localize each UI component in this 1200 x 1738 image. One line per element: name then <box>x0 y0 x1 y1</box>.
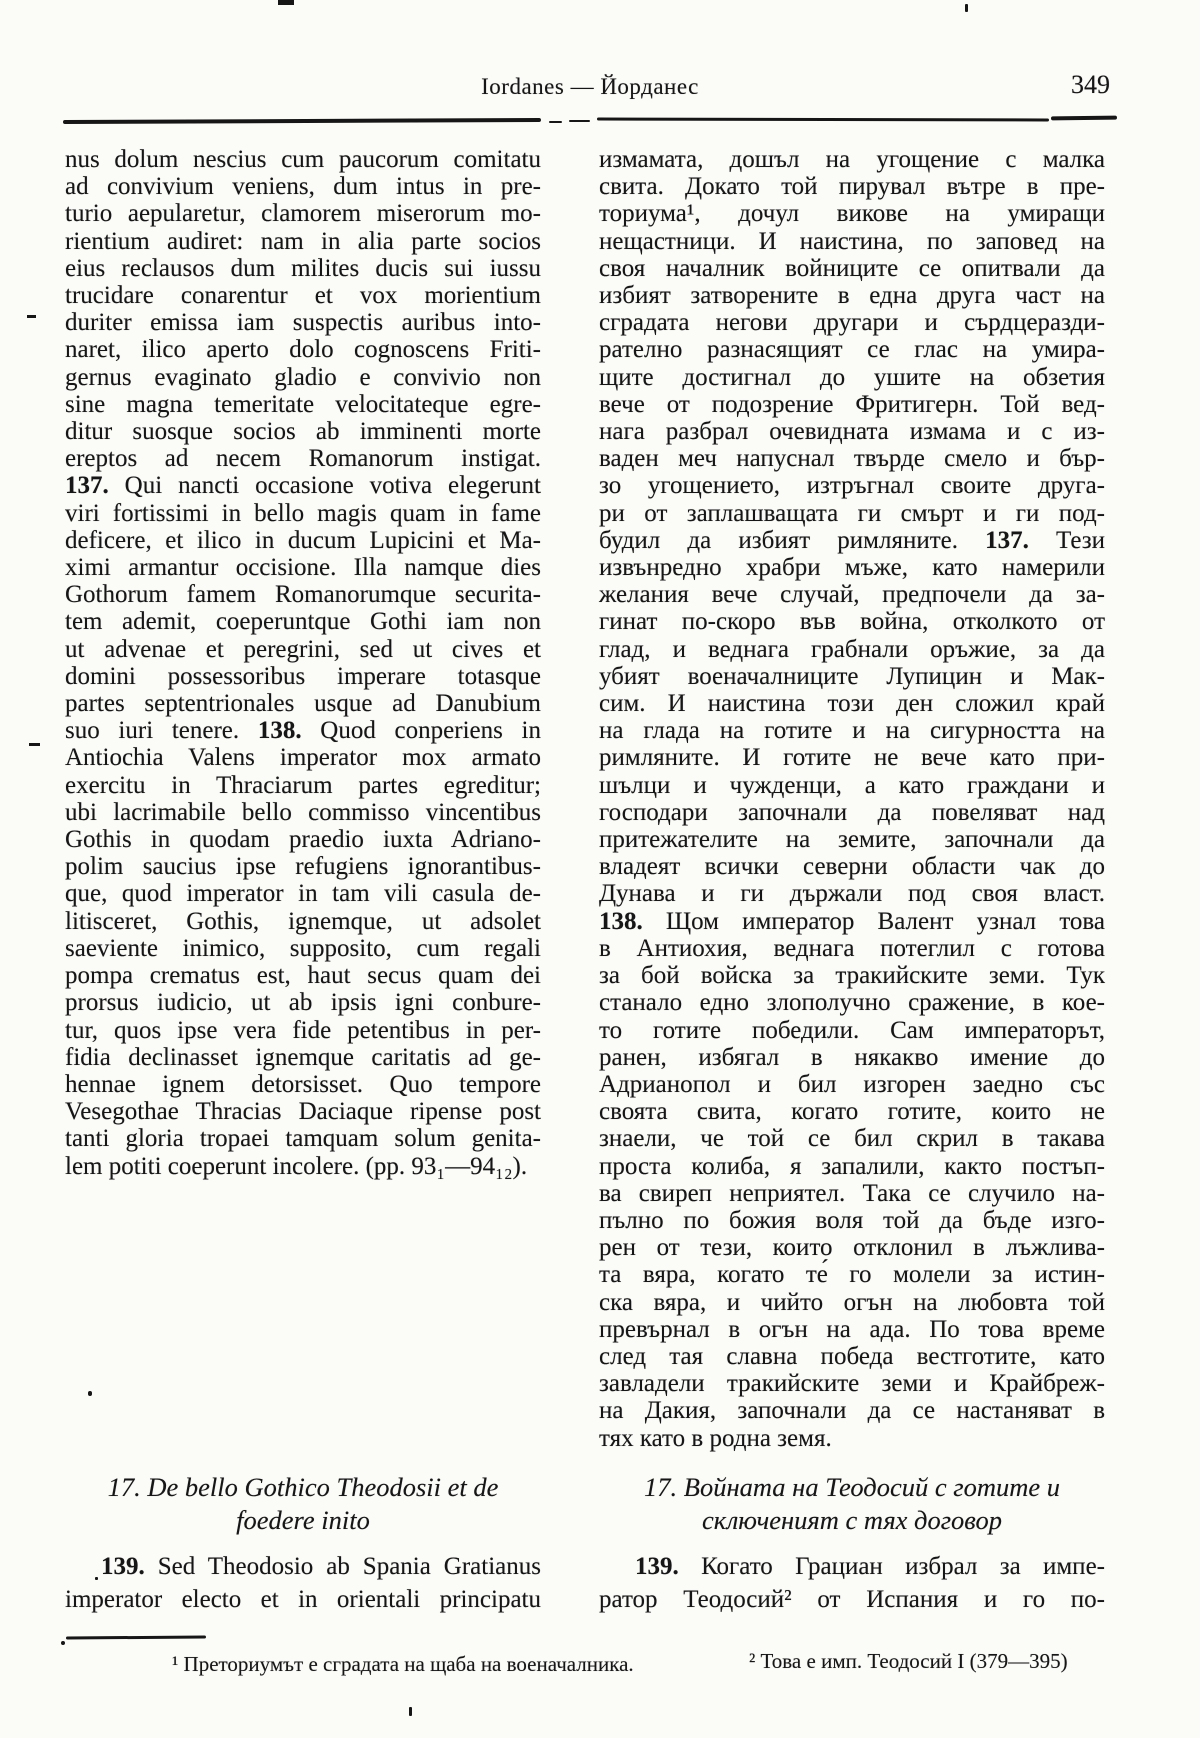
footnote-divider <box>66 1636 206 1640</box>
text-line: завладели тракийските земи и Крайбреж- <box>599 1370 1105 1398</box>
text-line: рен от тези, които отклонил в лъжлива- <box>599 1234 1105 1262</box>
text-line: ereptos ad necem Romanorum instigat. <box>65 445 541 473</box>
text-line: saeviente inimico, supposito, cum regali <box>65 934 541 962</box>
text-line: Gothorum famem Romanorumque securita- <box>65 581 541 609</box>
footnote-1: ¹ Преториумът е сградата на щаба на военачалника. <box>172 1652 634 1676</box>
text-line: ратор Теодосий² от Испания и го по- <box>599 1585 1105 1613</box>
text-line: Vesegothae Thracias Daciaque ripense post <box>65 1098 541 1126</box>
text-line: господари започнали да повеляват над <box>599 798 1105 826</box>
latin-text-column <box>65 146 541 1180</box>
bulgarian-text-column <box>599 146 1105 1452</box>
text-line: tanti gloria tropaei tamquam solum genita- <box>65 1125 541 1153</box>
text-line: 17. Войната на Теодосий с готите и <box>644 1472 1060 1502</box>
text-line: nus dolum nescius cum paucorum comitatu <box>65 146 541 173</box>
text-line: щите достигнал до ушите на обзетия <box>599 363 1105 391</box>
scan-artifact <box>965 4 968 12</box>
text-line: шълци и чужденци, а като граждани и <box>599 771 1105 799</box>
text-line: partes septentrionales usque ad Danubium <box>65 690 541 718</box>
text-line: gernus evaginato gladio e convivio non <box>65 363 541 391</box>
text-line: 139. Когато Грациан избрал за импе- <box>635 1553 1105 1580</box>
text-line: 139. Sed Theodosio ab Spania Gratianus <box>101 1553 541 1580</box>
text-line: 138. Щом император Валент узнал това <box>599 907 1105 935</box>
running-title: Iordanes — Йорданес <box>481 74 699 99</box>
text-line: свита. Докато той пирувал вътре в пре- <box>599 173 1105 201</box>
text-line: domini possessoribus imperare totasque <box>65 662 541 690</box>
text-line: litisceret, Gothis, ignemque, ut adsolet <box>65 907 541 935</box>
text-line: duriter emissa iam suspectis auribus into- <box>65 309 541 337</box>
text-line: будил да избият римляните. 137. Тези <box>599 526 1105 554</box>
text-line: сградата негови другари и сърдцеразди- <box>599 309 1105 337</box>
scan-artifact <box>27 315 36 318</box>
text-line: нага разбрал очевидната измама и с из- <box>599 418 1105 446</box>
latin-paragraph-139 <box>65 1551 541 1616</box>
text-line: fidia declinasset ignemque caritatis ad ge- <box>65 1043 541 1071</box>
text-line: превърнал в огън на ада. По това време <box>599 1315 1105 1343</box>
text-line: знаели, че той се бил скрил в такава <box>599 1125 1105 1153</box>
text-line: пълно по божия воля той да бъде изго- <box>599 1206 1105 1234</box>
text-line: измамата, дошъл на угощение с малка <box>599 146 1105 173</box>
bulgarian-paragraph-139 <box>599 1551 1105 1616</box>
text-line: владеят всички северни области чак до <box>599 853 1105 881</box>
text-line: на Дакия, започнали да се настаняват в <box>599 1397 1105 1425</box>
text-line: зо угощението, изтръгнал своите друга- <box>599 472 1105 500</box>
text-line: sine magna temeritate velocitateque egre- <box>65 390 541 418</box>
text-line: ваден меч напуснал твърде смело и бър- <box>599 445 1105 473</box>
text-line: imperator electo et in orientali principatu <box>65 1585 541 1613</box>
text-line: ximi armantur occisione. Illa namque dies <box>65 554 541 582</box>
scan-artifact <box>95 1577 98 1580</box>
scan-artifact <box>88 1391 92 1396</box>
text-line: римляните. И готите не вече като при- <box>599 744 1105 772</box>
text-line: Gothis in quodam praedio iuxta Adriano- <box>65 826 541 854</box>
text-line: своя началник войниците се опитвали да <box>599 254 1105 282</box>
text-line: сключеният с тях договор <box>702 1505 1002 1535</box>
text-line: избият затворените в една друга част на <box>599 282 1105 310</box>
text-line: за бой войска за тракийските земи. Тук <box>599 962 1105 990</box>
header-rule-segment <box>63 118 541 124</box>
text-line: ubi lacrimabile bello commisso vincentibus <box>65 798 541 826</box>
text-line: rientium audiret: nam in alia parte socios <box>65 227 541 255</box>
text-line: ри от заплашващата ги смърт и ги под- <box>599 499 1105 527</box>
text-line: на глада на готите и на сигурността на <box>599 717 1105 745</box>
text-line: ut advenae et peregrini, sed ut cives et <box>65 635 541 663</box>
text-line: deficere, et ilico in ducum Lupicini et Ma- <box>65 526 541 554</box>
footnote-2: ² Това е имп. Теодосий I (379—395) <box>749 1649 1068 1673</box>
text-line: убият военачалниците Лупицин и Мак- <box>599 662 1105 690</box>
text-line: exercitu in Thraciarum partes egreditur; <box>65 771 541 799</box>
text-line: polim saucius ipse refugiens ignorantibus- <box>65 853 541 881</box>
text-line: Antiochia Valens imperator mox armato <box>65 744 541 772</box>
text-line: Дунава и ги държали под своя власт. <box>599 880 1105 908</box>
text-line: проста колиба, я запалили, както постъп- <box>599 1152 1105 1180</box>
text-line: turio aepularetur, clamorem miserorum mo- <box>65 200 541 228</box>
text-line: притежателите на земите, започнали да <box>599 826 1105 854</box>
scan-artifact <box>61 1641 65 1645</box>
text-line: que, quod imperator in tam vili casula de- <box>65 880 541 908</box>
header-rule-segment <box>1051 116 1117 121</box>
text-line: сим. И наистина този ден сложил край <box>599 690 1105 718</box>
text-line: желания вече случай, предпочели да за- <box>599 581 1105 609</box>
text-line: ditur suosque socios ab imminenti morte <box>65 418 541 446</box>
header-rule-segment <box>549 121 562 123</box>
latin-section-heading <box>65 1471 541 1537</box>
text-line: ториума¹, дочул викове на умиращи <box>599 200 1105 228</box>
text-line: ва свиреп неприятел. Така се случило на- <box>599 1179 1105 1207</box>
header-rule-segment <box>597 118 1049 122</box>
text-line: извънредно храбри мъже, като намерили <box>599 554 1105 582</box>
text-line: в Антиохия, веднага потеглил с готова <box>599 934 1105 962</box>
page-number: 349 <box>1071 70 1110 99</box>
text-line: Адрианопол и бил изгорен заедно със <box>599 1070 1105 1098</box>
text-line: tur, quos ipse vera fide petentibus in per- <box>65 1016 541 1044</box>
text-line: ска вяра, и чийто огън на любовта той <box>599 1288 1105 1316</box>
text-line: своята свита, когато готите, които не <box>599 1098 1105 1126</box>
text-line: ad convivium veniens, dum intus in pre- <box>65 173 541 201</box>
text-line: станало едно злополучно сражение, в кое- <box>599 989 1105 1017</box>
scan-artifact <box>409 1707 412 1716</box>
bulgarian-section-heading <box>599 1471 1105 1537</box>
text-line: naret, ilico aperto dolo cognoscens Friti- <box>65 336 541 364</box>
text-line: 137. Qui nancti occasione votiva elegerunt <box>65 472 541 500</box>
text-line: trucidare conarentur et vox morientium <box>65 282 541 310</box>
text-line: гинат по-скоро във война, отколкото от <box>599 608 1105 636</box>
text-line: то готите победили. Сам императорът, <box>599 1016 1105 1044</box>
header-rule-segment <box>569 120 590 122</box>
text-line: lem potiti coeperunt incolere. (pp. 93₁—94₁₂). <box>65 1152 528 1180</box>
text-line: viri fortissimi in bello magis quam in fame <box>65 499 541 527</box>
text-line: рателно разнасящият се глас на умира- <box>599 336 1105 364</box>
text-line: foedere inito <box>236 1505 370 1535</box>
text-line: pompa crematus est, haut secus quam dei <box>65 962 541 990</box>
text-line: 17. De bello Gothico Theodosii et de <box>107 1472 499 1502</box>
scan-artifact <box>29 743 40 746</box>
text-line: ранен, избягал в някакво имение до <box>599 1043 1105 1071</box>
text-line: eius reclausos dum milites ducis sui iussu <box>65 254 541 282</box>
scan-artifact <box>278 0 294 5</box>
text-line: след тая славна победа вестготите, като <box>599 1342 1105 1370</box>
text-line: глад, и веднага грабнали оръжие, за да <box>599 635 1105 663</box>
text-line: нещастници. И наистина, по заповед на <box>599 227 1105 255</box>
text-line: тях като в родна земя. <box>599 1424 832 1452</box>
text-line: tem ademit, coeperuntque Gothi iam non <box>65 608 541 636</box>
text-line: hennae ignem detorsisset. Quo tempore <box>65 1070 541 1098</box>
text-line: та вяра, когато те́ го молели за истин- <box>599 1261 1105 1289</box>
text-line: prorsus iudicio, ut ab ipsis igni conbure- <box>65 989 541 1017</box>
text-line: suo iuri tenere. 138. Quod conperiens in <box>65 717 541 745</box>
text-line: вече от подозрение Фритигерн. Той вед- <box>599 390 1105 418</box>
